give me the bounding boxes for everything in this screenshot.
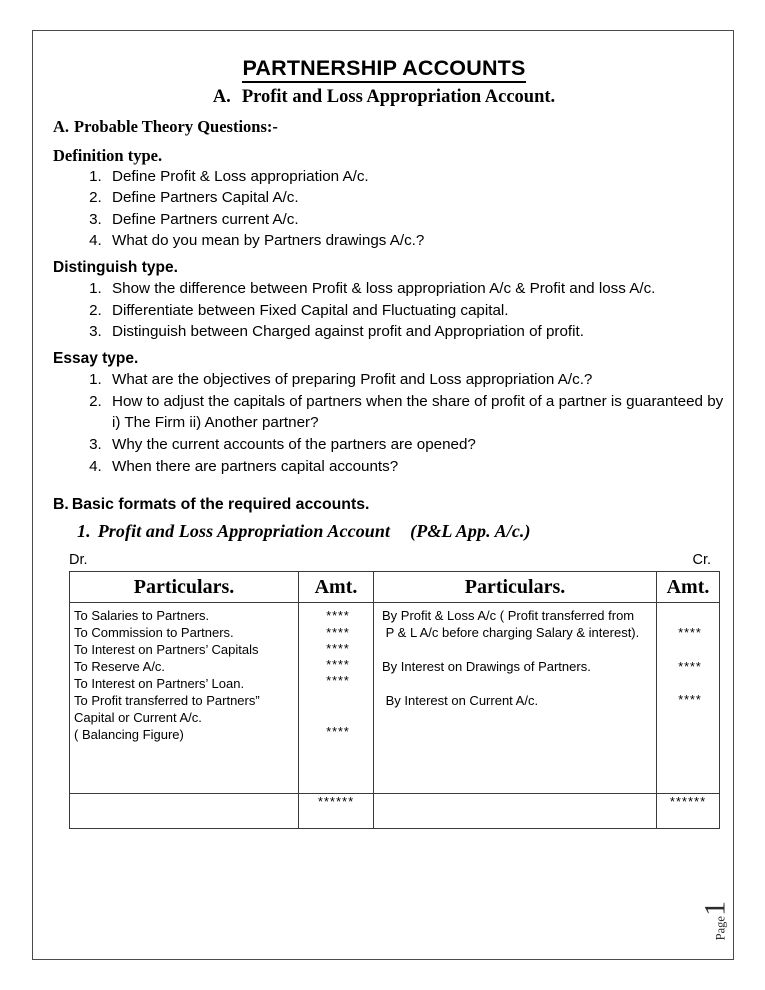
list-item: 2. How to adjust the capitals of partners when the share of profit of a partner is guaranteed by i) The Firm ii) Another partner? — [106, 391, 724, 434]
debit-amount: **** — [326, 674, 350, 689]
debit-amount — [303, 707, 373, 724]
credit-amount — [661, 642, 719, 659]
debit-entry: To Salaries to Partners. — [74, 608, 210, 624]
header-amount-credit: Amt. — [657, 572, 720, 603]
debit-entry: To Interest on Partners’ Loan. — [74, 676, 245, 691]
total-debit: ****** — [299, 794, 374, 829]
list-item: 1. Show the difference between Profit & loss appropriation A/c & Profit and loss A/c. — [106, 278, 724, 300]
essay-type-heading: Essay type. — [53, 349, 139, 367]
section-a-title: Probable Theory Questions:- — [74, 116, 278, 136]
list-item: 1. What are the objectives of preparing Profit and Loss appropriation A/c.? — [106, 369, 724, 391]
debit-particulars-cell — [70, 603, 299, 794]
credit-entry: P & L A/c before charging Salary & interest). — [382, 625, 640, 641]
credit-entry: By Interest on Drawings of Partners. — [382, 659, 591, 675]
ledger-table-wrapper — [69, 571, 719, 829]
credit-label: Cr. — [692, 552, 711, 569]
section-a-heading — [53, 117, 724, 137]
debit-entry: To Reserve A/c. — [74, 659, 166, 675]
definition-type-list — [84, 166, 724, 252]
credit-entry: By Profit & Loss A/c ( Profit transferred from — [382, 608, 635, 624]
essay-type-list — [84, 369, 724, 477]
debit-amount-cell — [299, 603, 374, 794]
debit-entry: To Interest on Partners’ Capitals — [74, 642, 259, 658]
list-item: 2. Differentiate between Fixed Capital and Fluctuating capital. — [106, 300, 724, 322]
format-title — [77, 521, 724, 542]
section-b-heading — [53, 496, 724, 514]
format-number: 1. — [77, 521, 91, 542]
page-content — [44, 41, 724, 829]
format-alt-title: (P&L App. A/c.) — [410, 521, 531, 542]
header-particulars-debit: Particulars. — [70, 572, 299, 603]
page-title-text: PARTNERSHIP ACCOUNTS — [242, 56, 525, 83]
list-item: 3. Why the current accounts of the partners are opened? — [106, 434, 724, 456]
debit-entry: ( Balancing Figure) — [74, 726, 184, 742]
list-item: 2. Define Partners Capital A/c. — [106, 187, 724, 209]
page-footer-word: Page — [713, 916, 727, 941]
format-title-text: Profit and Loss Appropriation Account — [97, 521, 391, 542]
page-frame — [32, 30, 734, 960]
debit-entry: Capital or Current A/c. — [74, 709, 202, 725]
distinguish-type-list — [84, 278, 724, 343]
total-spacer-left — [70, 794, 299, 829]
table-header-row — [70, 572, 720, 603]
table-total-row — [70, 794, 720, 829]
header-amount-debit: Amt. — [299, 572, 374, 603]
page-subtitle — [44, 87, 724, 108]
list-item: 4. What do you mean by Partners drawings A/c.? — [106, 230, 724, 252]
section-b-title: Basic formats of the required accounts. — [71, 496, 370, 514]
debit-amount — [303, 690, 373, 707]
debit-label: Dr. — [69, 552, 88, 569]
page-footer-text — [698, 901, 732, 940]
debit-amount: **** — [326, 625, 350, 640]
table-body-row — [70, 603, 720, 794]
credit-amount: **** — [678, 659, 702, 674]
list-item: 3. Distinguish between Charged against profit and Appropriation of profit. — [106, 321, 724, 343]
subtitle-text: Profit and Loss Appropriation Account. — [241, 86, 556, 107]
credit-amount — [661, 608, 719, 625]
list-item: 4. When there are partners capital accounts? — [106, 456, 724, 478]
header-particulars-credit: Particulars. — [374, 572, 657, 603]
page-title — [44, 57, 724, 81]
credit-particulars-cell — [374, 603, 657, 794]
debit-entry: To Commission to Partners. — [74, 625, 234, 641]
section-b-letter: B. — [53, 496, 69, 514]
credit-amount: **** — [678, 692, 702, 707]
list-item: 3. Define Partners current A/c. — [106, 209, 724, 231]
total-spacer-right — [374, 794, 657, 829]
debit-amount: **** — [326, 609, 350, 624]
debit-amount: **** — [326, 658, 350, 673]
distinguish-type-heading: Distinguish type. — [53, 258, 178, 276]
section-a-letter: A. — [53, 116, 70, 136]
credit-entry: By Interest on Current A/c. — [382, 693, 539, 709]
page-footer-number: 1 — [698, 901, 731, 916]
definition-type-heading: Definition type. — [53, 145, 163, 165]
credit-amount: **** — [678, 626, 702, 641]
subtitle-letter: A. — [212, 86, 231, 107]
credit-amount — [661, 675, 719, 692]
credit-entry — [382, 642, 656, 659]
debit-entry: To Profit transferred to Partners” — [74, 692, 260, 708]
list-item: 1. Define Profit & Loss appropriation A/c. — [106, 166, 724, 188]
credit-entry — [382, 676, 656, 693]
debit-amount: **** — [326, 724, 350, 739]
credit-amount-cell — [657, 603, 720, 794]
debit-amount: **** — [326, 641, 350, 656]
ledger-table — [69, 571, 720, 829]
total-credit: ****** — [657, 794, 720, 829]
debit-credit-labels — [44, 552, 724, 571]
page-footer — [698, 821, 731, 941]
